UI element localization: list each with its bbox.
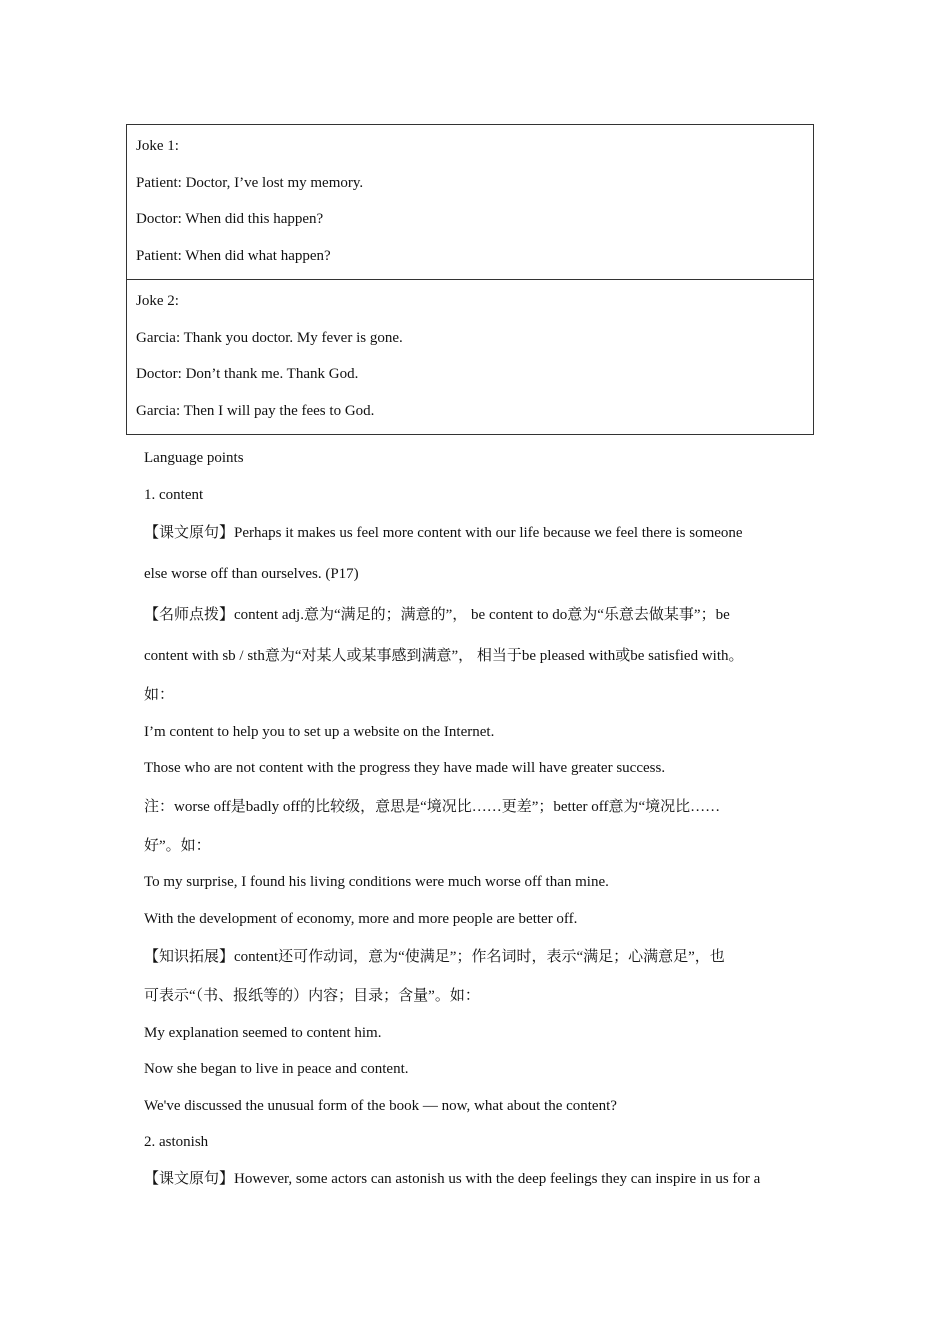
item-1-teacher-tip: 【名师点拨】content adj.意为“满足的；满意的”， be content to do意为“乐意去做某事”；be: [144, 607, 730, 623]
item-1-heading: 1. content: [144, 486, 204, 503]
example-sentence: My explanation seemed to content him.: [144, 1024, 382, 1041]
item-2-original-sentence: 【课文原句】However, some actors can astonish us with the deep feelings they can inspire in us for a: [144, 1170, 761, 1187]
joke-1: [127, 125, 813, 279]
joke-1-title: Joke 1:: [136, 138, 179, 154]
item-1-original-sentence: 【课文原句】Perhaps it makes us feel more content with our life because we feel there is someone: [144, 525, 743, 541]
knowledge-extension-cont: 可表示“（书、报纸等的）内容；目录；含量”。如：: [144, 988, 480, 1004]
joke-2: [127, 279, 813, 434]
joke-2-line-1: Garcia: Thank you doctor. My fever is gone.: [136, 329, 403, 346]
section-title: Language points: [144, 450, 244, 466]
example-sentence: To my surprise, I found his living conditions were much worse off than mine.: [144, 874, 609, 890]
language-points: [144, 440, 808, 1197]
example-sentence: We've discussed the unusual form of the book — now, what about the content?: [144, 1097, 617, 1114]
note: 注：worse off是badly off的比较级，意思是“境况比……更差”；better off意为“境况比……: [144, 798, 721, 815]
joke-1-line-2: Doctor: When did this happen?: [136, 211, 324, 227]
example-sentence: Those who are not content with the progress they have made will have greater success.: [144, 760, 666, 776]
example-sentence: I’m content to help you to set up a website on the Internet.: [144, 723, 495, 740]
item-1-original-sentence-cont: else worse off than ourselves. (P17): [144, 566, 359, 582]
item-1-teacher-tip-cont: content with sb / sth意为“对某人或某事感到满意”， 相当于be pleased with或be satisfied with。: [144, 648, 744, 664]
example-sentence: Now she began to live in peace and content.: [144, 1061, 409, 1077]
joke-1-line-3: Patient: When did what happen?: [136, 247, 331, 264]
example-intro: 如：: [144, 687, 175, 703]
joke-2-title: Joke 2:: [136, 293, 179, 309]
item-2-heading: 2. astonish: [144, 1134, 209, 1150]
knowledge-extension: 【知识拓展】content还可作动词，意为“使满足”；作名词时，表示“满足；心满意足”，也: [144, 949, 725, 965]
example-sentence: With the development of economy, more and more people are better off.: [144, 910, 578, 927]
jokes-table: [126, 124, 814, 435]
joke-1-line-1: Patient: Doctor, I’ve lost my memory.: [136, 174, 364, 191]
note-cont: 好”。如：: [144, 837, 211, 854]
joke-2-line-3: Garcia: Then I will pay the fees to God.: [136, 402, 375, 419]
joke-2-line-2: Doctor: Don’t thank me. Thank God.: [136, 366, 359, 382]
